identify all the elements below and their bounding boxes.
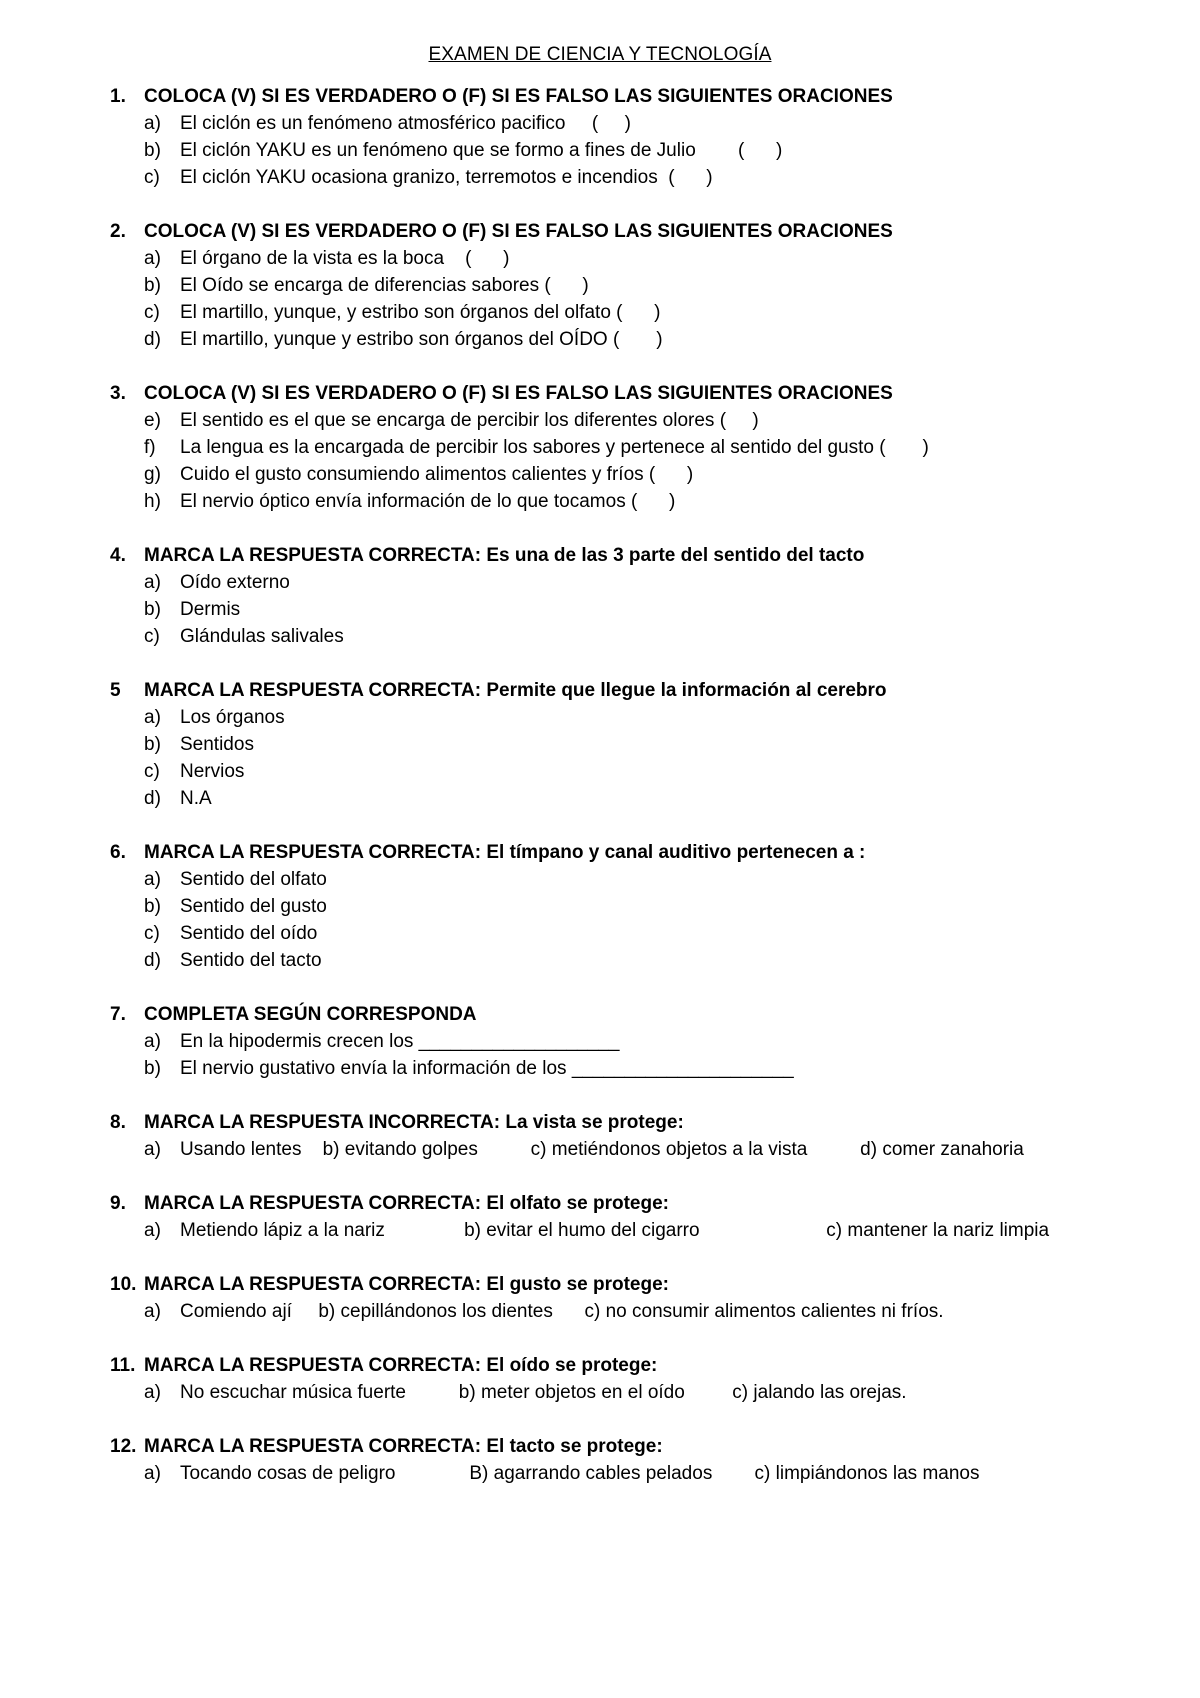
question-text: MARCA LA RESPUESTA INCORRECTA: La vista se protege: — [144, 1112, 684, 1133]
option — [144, 949, 322, 973]
question-number: 3. — [110, 383, 126, 404]
question-11 — [110, 1354, 657, 1378]
option — [144, 112, 631, 136]
question-number: 8. — [110, 1112, 126, 1133]
option-text: Oído externo — [180, 572, 290, 593]
option — [144, 922, 317, 946]
question-number: 7. — [110, 1004, 126, 1025]
option-text: Metiendo lápiz a la nariz b) evitar el humo del cigarro c) mantener la nariz limpia — [180, 1220, 1050, 1241]
option-text: Sentido del oído — [180, 923, 318, 944]
option-letter: c) — [144, 923, 160, 944]
question-text: COLOCA (V) SI ES VERDADERO O (F) SI ES FALSO LAS SIGUIENTES ORACIONES — [144, 383, 893, 404]
option — [144, 301, 661, 325]
option-letter: c) — [144, 167, 160, 188]
option-text: Cuido el gusto consumiendo alimentos calientes y fríos ( ) — [180, 464, 694, 485]
option — [144, 598, 240, 622]
option-text: Sentido del tacto — [180, 950, 322, 971]
option-letter: b) — [144, 275, 161, 296]
option — [144, 1462, 979, 1486]
option-text: Nervios — [180, 761, 245, 782]
option-letter: a) — [144, 1463, 161, 1484]
option — [144, 895, 327, 919]
option-text: El órgano de la vista es la boca ( ) — [180, 248, 510, 269]
option — [144, 139, 782, 163]
option-text: El nervio gustativo envía la información de los _____________________ — [180, 1058, 794, 1079]
option-text: Usando lentes b) evitando golpes c) metiéndonos objetos a la vista d) comer zanahoria — [180, 1139, 1024, 1160]
option-letter: c) — [144, 626, 160, 647]
option-text: El Oído se encarga de diferencias sabores ( ) — [180, 275, 589, 296]
option-letter: a) — [144, 572, 161, 593]
question-1 — [110, 85, 893, 109]
option-letter: a) — [144, 1301, 161, 1322]
option-text: No escuchar música fuerte b) meter objetos en el oído c) jalando las orejas. — [180, 1382, 907, 1403]
option — [144, 760, 244, 784]
option — [144, 247, 510, 271]
question-number: 9. — [110, 1193, 126, 1214]
option — [144, 787, 212, 811]
question-5 — [110, 679, 887, 703]
option-text: Dermis — [180, 599, 241, 620]
option — [144, 571, 290, 595]
option-text: Glándulas salivales — [180, 626, 344, 647]
option-letter: a) — [144, 1220, 161, 1241]
question-number: 2. — [110, 221, 126, 242]
question-text: MARCA LA RESPUESTA CORRECTA: El olfato se protege: — [144, 1193, 669, 1214]
option-letter: b) — [144, 599, 161, 620]
question-text: MARCA LA RESPUESTA CORRECTA: Es una de las 3 parte del sentido del tacto — [144, 545, 865, 566]
option-text: En la hipodermis crecen los ___________________ — [180, 1031, 620, 1052]
question-number: 4. — [110, 545, 126, 566]
option-letter: a) — [144, 248, 161, 269]
option — [144, 274, 589, 298]
option-text: La lengua es la encargada de percibir los sabores y pertenece al sentido del gusto ( ) — [180, 437, 929, 458]
question-number: 11. — [110, 1355, 136, 1376]
option-letter: b) — [144, 140, 161, 161]
option — [144, 409, 759, 433]
option — [144, 1057, 794, 1081]
question-number: 5 — [110, 680, 121, 701]
question-3 — [110, 382, 893, 406]
option-letter: b) — [144, 1058, 161, 1079]
question-text: COLOCA (V) SI ES VERDADERO O (F) SI ES FALSO LAS SIGUIENTES ORACIONES — [144, 221, 893, 242]
question-number: 12. — [110, 1436, 137, 1457]
option — [144, 1030, 619, 1054]
option-letter: d) — [144, 950, 161, 971]
option-letter: b) — [144, 734, 161, 755]
option — [144, 1219, 1049, 1243]
option — [144, 328, 663, 352]
option-text: Tocando cosas de peligro B) agarrando cables pelados c) limpiándonos las manos — [180, 1463, 980, 1484]
option-text: El sentido es el que se encarga de percibir los diferentes olores ( ) — [180, 410, 759, 431]
question-text: MARCA LA RESPUESTA CORRECTA: El oído se protege: — [144, 1355, 658, 1376]
option — [144, 166, 713, 190]
question-12 — [110, 1435, 663, 1459]
question-number: 10. — [110, 1274, 137, 1295]
option — [144, 1300, 944, 1324]
question-text: MARCA LA RESPUESTA CORRECTA: El tacto se protege: — [144, 1436, 663, 1457]
option-letter: e) — [144, 410, 161, 431]
option-letter: a) — [144, 1139, 161, 1160]
option-letter: c) — [144, 761, 160, 782]
question-8 — [110, 1111, 684, 1135]
question-9 — [110, 1192, 669, 1216]
exam-title: EXAMEN DE CIENCIA Y TECNOLOGÍA — [428, 44, 772, 65]
question-text: COMPLETA SEGÚN CORRESPONDA — [144, 1004, 477, 1025]
question-text: MARCA LA RESPUESTA CORRECTA: Permite que llegue la información al cerebro — [144, 680, 887, 701]
option-text: El martillo, yunque y estribo son órganos del OÍDO ( ) — [180, 329, 663, 350]
option-letter: g) — [144, 464, 161, 485]
option-letter: a) — [144, 707, 161, 728]
option-letter: f) — [144, 437, 156, 458]
option-letter: d) — [144, 788, 161, 809]
option-letter: a) — [144, 1382, 161, 1403]
option — [144, 625, 344, 649]
option-text: Sentidos — [180, 734, 254, 755]
option-text: Sentido del olfato — [180, 869, 327, 890]
option-text: El martillo, yunque, y estribo son órganos del olfato ( ) — [180, 302, 661, 323]
option-letter: b) — [144, 896, 161, 917]
question-2 — [110, 220, 893, 244]
question-number: 1. — [110, 86, 126, 107]
option-letter: a) — [144, 113, 161, 134]
question-10 — [110, 1273, 669, 1297]
question-7 — [110, 1003, 477, 1027]
option-letter: h) — [144, 491, 161, 512]
option — [144, 436, 929, 460]
option-letter: a) — [144, 869, 161, 890]
option-text: Sentido del gusto — [180, 896, 327, 917]
option-text: El ciclón es un fenómeno atmosférico pacifico ( ) — [180, 113, 631, 134]
option-letter: d) — [144, 329, 161, 350]
option-text: El ciclón YAKU es un fenómeno que se formo a fines de Julio ( ) — [180, 140, 783, 161]
option-text: N.A — [180, 788, 212, 809]
option — [144, 868, 327, 892]
question-6 — [110, 841, 865, 865]
option — [144, 1381, 907, 1405]
option-text: El ciclón YAKU ocasiona granizo, terremotos e incendios ( ) — [180, 167, 713, 188]
option — [144, 706, 285, 730]
option-text: Comiendo ají b) cepillándonos los dientes c) no consumir alimentos calientes ni fríos. — [180, 1301, 944, 1322]
question-text: MARCA LA RESPUESTA CORRECTA: El gusto se protege: — [144, 1274, 669, 1295]
question-4 — [110, 544, 864, 568]
option — [144, 733, 254, 757]
question-text: COLOCA (V) SI ES VERDADERO O (F) SI ES FALSO LAS SIGUIENTES ORACIONES — [144, 86, 893, 107]
question-number: 6. — [110, 842, 126, 863]
question-text: MARCA LA RESPUESTA CORRECTA: El tímpano y canal auditivo pertenecen a : — [144, 842, 866, 863]
option-letter: a) — [144, 1031, 161, 1052]
option-letter: c) — [144, 302, 160, 323]
option — [144, 1138, 1024, 1162]
option-text: Los órganos — [180, 707, 285, 728]
option — [144, 490, 675, 514]
option — [144, 463, 693, 487]
option-text: El nervio óptico envía información de lo que tocamos ( ) — [180, 491, 676, 512]
